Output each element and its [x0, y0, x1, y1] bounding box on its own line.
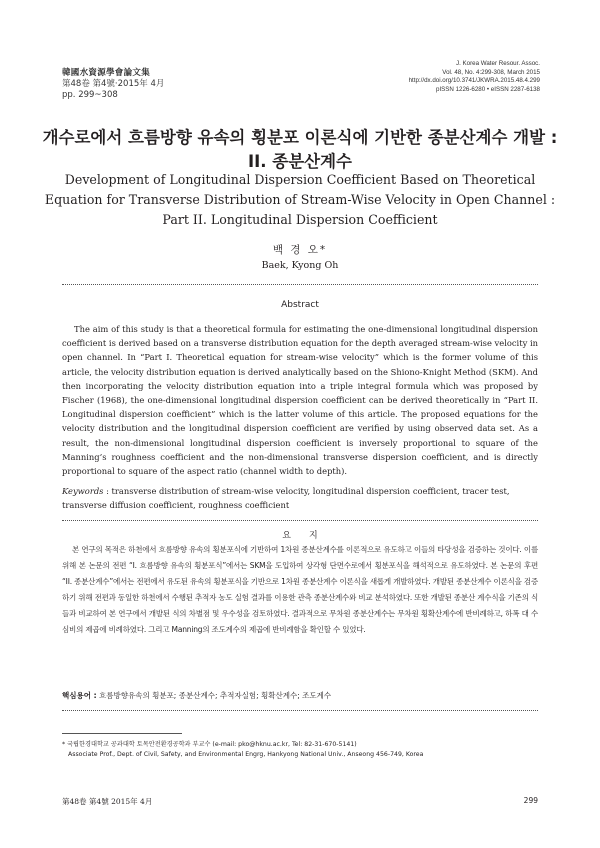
- divider: [62, 284, 538, 285]
- author-english: Baek, Kyong Oh: [261, 260, 339, 271]
- footer-journal: 第48卷 第4號 2015年 4月: [62, 797, 153, 806]
- keywords-korean-label: 핵심용어 :: [62, 691, 97, 700]
- abstract-body: The aim of this study is that a theoretical formula for estimating the one-dimensional longitudinal dispersion coefficient is derived based on a transverse distribution equation for the depth averaged stream-wise velocity in open channel. In “Part I. Theoretical equation for stream-wise velocity” which is the former volume of this article, the velocity distribution equation is derived analytically based on the Shiono-Knight Method (SKM). And then incorporating the velocity distribution equation into a triple integral formula which was proposed by Fischer (1968), the one-dimensional longitudinal dispersion coefficient can be derived theoretically in “Part II. Longitudinal dispersion coefficient” which is the latter volume of this article. The proposed equations for the velocity distribution and the longitudinal dispersion coefficient are verified by using observed data set. As a result, the non-dimensional longitudinal dispersion coefficient is inversely proportional to square of the Manning’s roughness coefficient and the non-dimensional transverse dispersion coefficient, and is directly proportional to square of the aspect ratio (channel width to depth).: [62, 324, 538, 477]
- journal-volume-en: Vol. 48, No. 4:299-308, March 2015: [442, 68, 540, 76]
- footnote-line: Associate Prof., Dept. of Civil, Safety, and Environmental Engrg, Hankyong National Univ., Anseong 456-749, Korea: [68, 751, 424, 758]
- author-korean: 백 경 오*: [272, 244, 328, 256]
- journal-name-ko: 韓國水資源學會論文集: [62, 68, 151, 78]
- keywords-text: : transverse distribution of stream-wise velocity, longitudinal dispersion coefficient, tracer test, transverse diffusion coefficient, roughness coefficient: [62, 486, 510, 511]
- footnote-line: * 국립한경대학교 공과대학 토목안전환경공학과 부교수 (e-mail: pko@hknu.ac.kr, Tel: 82-31-670-5141): [62, 741, 357, 748]
- yoji-body: 본 연구의 목적은 하천에서 흐름방향 유속의 횡분포식에 기반하여 1차원 종분산계수를 이론적으로 유도하고 이들의 타당성을 검증하는 것이다. 이를 위해 본 논문의 전편 “I. 흐름방향 유속의 횡분포식”에서는 SKM을 도입하여 상각형 단면수로에서 횡분포식을 해석적으로 유도하였다. 본 논문의 후편 “II. 종분산계수”에서는 전편에서 유도된 유속의 횡분포식을 기반으로 1차원 종분산계수 이론식을 새롭게 개발하였다. 개발된 종분산계수 이론식을 검증하기 위해 전편과 동일한 하천에서 수행된 추적자 농도 실험 결과를 이용한 관측 종분산계수와 비교 분석하였다. 또한 개발된 종분산 계수식을 기존의 식들과 비교하여 본 연구에서 개발된 식의 차별점 및 우수성을 검토하였다. 결과적으로 무차원 종분산계수는 무차원 횡확산계수에 반비례하고, 하폭 대 수심비의 제곱에 비례하였다. 그리고 Manning의 조도계수의 제곱에 반비례함을 확인할 수 있었다.: [62, 545, 538, 634]
- abstract-heading: Abstract: [281, 300, 319, 310]
- footnote-rule: [62, 733, 182, 734]
- title-english-line: Equation for Transverse Distribution of Stream-Wise Velocity in Open Channel :: [44, 192, 556, 207]
- keywords-label: Keywords: [62, 486, 104, 496]
- journal-header-left: [62, 68, 164, 101]
- keywords-korean: [62, 690, 538, 701]
- divider: [62, 520, 538, 521]
- journal-name-en: J. Korea Water Resour. Assoc.: [455, 60, 540, 67]
- keywords: [62, 484, 538, 512]
- title-english-line: Part II. Longitudinal Dispersion Coefficient: [162, 212, 438, 227]
- page-number: 299: [523, 796, 538, 805]
- journal-header-right: [409, 60, 540, 94]
- keywords-korean-text: 흐름방향유속의 횡분포; 종분산계수; 추적자실험; 횡확산계수; 조도계수: [96, 691, 332, 700]
- journal-volume-ko: 第48卷 第4號·2015年 4月: [62, 79, 165, 89]
- issn: pISSN 1226-6280 • eISSN 2287-6138: [436, 85, 540, 93]
- journal-pages: pp. 299~308: [62, 90, 118, 100]
- footnote: [62, 740, 538, 760]
- doi-link[interactable]: http://dx.doi.org/10.3741/JKWRA.2015.48.4.299: [408, 77, 540, 85]
- title-korean: 개수로에서 흐름방향 유속의 횡분포 이론식에 기반한 종분산계수 개발 : II. 종분산계수: [42, 128, 558, 171]
- title-english-line: Development of Longitudinal Dispersion Coefficient Based on Theoretical: [64, 172, 536, 187]
- divider: [62, 710, 538, 711]
- title-english: [40, 170, 560, 230]
- yoji-heading: 요 지: [282, 531, 318, 541]
